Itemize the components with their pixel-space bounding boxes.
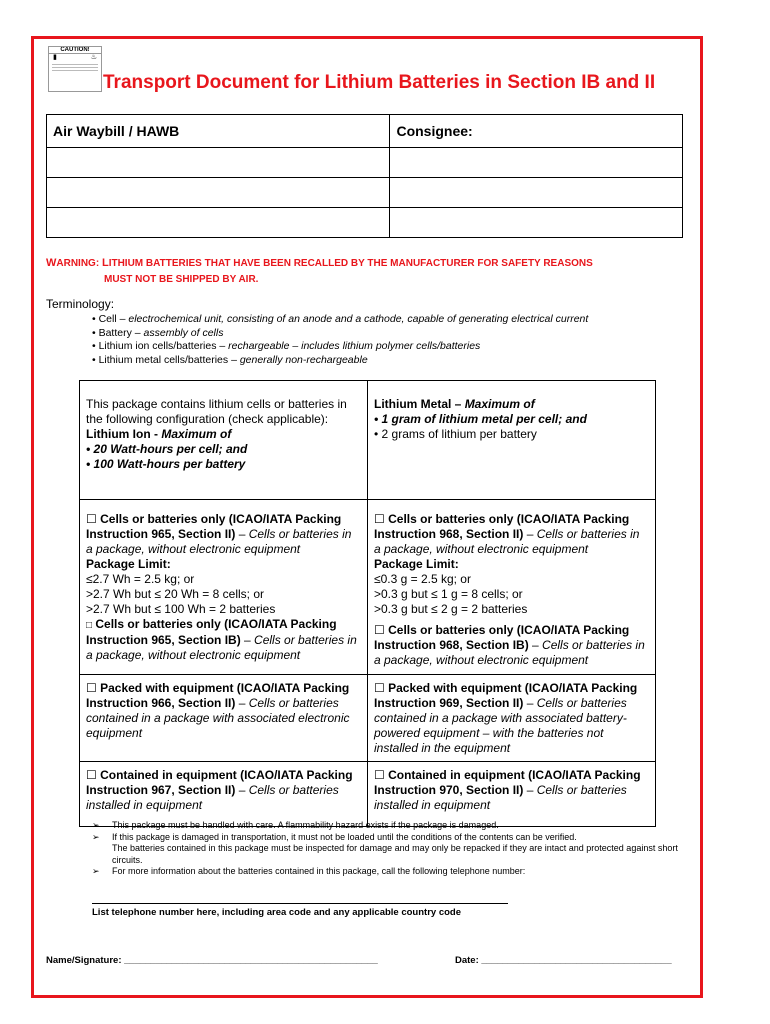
pi969-cell: ☐ Packed with equipment (ICAO/IATA Packing Instruction 969, Section II) – Cells or batteries contained in a package with associated battery-powered equipment – with the batteries not installed in the equipment — [368, 675, 656, 762]
pi966-cell: ☐ Packed with equipment (ICAO/IATA Packing Instruction 966, Section II) – Cells or batteries contained in a package with associated electronic equipment — [80, 675, 368, 762]
flame-icon: ♨ — [90, 54, 97, 61]
pi965-ii-checkbox[interactable]: ☐ — [86, 512, 97, 526]
page-title: Transport Document for Lithium Batteries in Section IB and II — [103, 72, 656, 93]
pi968-cell: ☐ Cells or batteries only (ICAO/IATA Packing Instruction 968, Section II) – Cells or batteries in a package, without electronic equipment Package Limit: ≤0.3 g = 2.5 kg; or >0.3 g but ≤ 1 g = 8 cells; or >0.3 g but ≤ 2 g = 2 batteries ☐ Cells or batteries only (ICAO/IATA Packing Instruction 968, Section IB) – Cells or batteries in a package, without electronic equipment — [368, 500, 656, 675]
pi970-cell: ☐ Contained in equipment (ICAO/IATA Packing Instruction 970, Section II) – Cells or batteries installed in equipment — [368, 762, 656, 827]
terminology-list — [92, 313, 588, 367]
caution-label-text: CAUTION! — [49, 47, 101, 54]
package-config-table — [79, 380, 656, 827]
pi967-cell: ☐ Contained in equipment (ICAO/IATA Packing Instruction 967, Section II) – Cells or batteries installed in equipment — [80, 762, 368, 827]
terminology-heading: Terminology: — [46, 297, 115, 311]
arrow-icon: ➢ — [92, 831, 100, 842]
lithium-metal-intro: Lithium Metal – Maximum of • 1 gram of lithium metal per cell; and • 2 grams of lithium per battery — [368, 381, 656, 500]
lithium-ion-intro: This package contains lithium cells or batteries in the following configuration (check applicable): Lithium Ion - Maximum of • 20 Watt-hours per cell; and • 100 Watt-hours per battery — [80, 381, 368, 500]
consignee-field-1[interactable] — [390, 148, 683, 178]
awb-table — [46, 114, 683, 238]
list-item: • Cell – electrochemical unit, consisting of an anode and a cathode, capable of generating electrical current — [92, 313, 589, 325]
pi968-ib-checkbox[interactable]: ☐ — [374, 623, 385, 637]
pi965-cell: ☐ Cells or batteries only (ICAO/IATA Packing Instruction 965, Section II) – Cells or batteries in a package, without electronic equipment Package Limit: ≤2.7 Wh = 2.5 kg; or >2.7 Wh but ≤ 20 Wh = 8 cells; or >2.7 Wh but ≤ 100 Wh = 2 batteries □ Cells or batteries only (ICAO/IATA Packing Instruction 965, Section IB) – Cells or batteries in a package, without electronic equipment — [80, 500, 368, 675]
signature-field[interactable]: Name/Signature: ________________________________________________ — [46, 955, 378, 966]
arrow-icon: ➢ — [92, 866, 100, 876]
pi970-checkbox[interactable]: ☐ — [374, 768, 385, 782]
consignee-field-3[interactable] — [390, 208, 683, 238]
consignee-header: Consignee: — [390, 115, 683, 148]
awb-field-2[interactable] — [47, 178, 390, 208]
list-item: • Lithium metal cells/batteries – generally non-rechargeable — [92, 353, 368, 366]
pi966-checkbox[interactable]: ☐ — [86, 681, 97, 695]
telephone-input-line[interactable] — [92, 903, 508, 904]
pi965-ib-checkbox[interactable]: □ — [86, 620, 93, 631]
arrow-icon: ➢ — [92, 820, 100, 830]
handling-notes: ➢ This package must be handled with care. A flammability hazard exists if the package is damaged. ➢ If this package is damaged in transportation, it must not be loaded until the conditions of the contents can be verified. The batteries contained in this package must be inspected for damage and may only be repacked if they are intact and protected against short circuits. ➢ For more information about the batteries contained in this package, call the following telephone number: — [92, 820, 678, 876]
list-item: • Lithium ion cells/batteries – rechargeable – includes lithium polymer cells/batteries — [92, 340, 481, 352]
list-item: • Battery – assembly of cells — [92, 326, 224, 339]
awb-field-3[interactable] — [47, 208, 390, 238]
awb-header: Air Waybill / HAWB — [47, 115, 390, 148]
awb-field-1[interactable] — [47, 148, 390, 178]
pi968-ii-checkbox[interactable]: ☐ — [374, 512, 385, 526]
telephone-label: List telephone number here, including area code and any applicable country code — [92, 907, 461, 918]
pi967-checkbox[interactable]: ☐ — [86, 768, 97, 782]
warning-text: WARNING: LITHIUM BATTERIES THAT HAVE BEEN RECALLED BY THE MANUFACTURER FOR SAFETY REASONS MUST NOT BE SHIPPED BY AIR. — [46, 257, 593, 285]
consignee-field-2[interactable] — [390, 178, 683, 208]
pi969-checkbox[interactable]: ☐ — [374, 681, 385, 695]
caution-label-image — [48, 46, 102, 92]
date-field[interactable]: Date: ____________________________________ — [455, 955, 672, 966]
battery-icon: ▮ — [53, 54, 57, 61]
